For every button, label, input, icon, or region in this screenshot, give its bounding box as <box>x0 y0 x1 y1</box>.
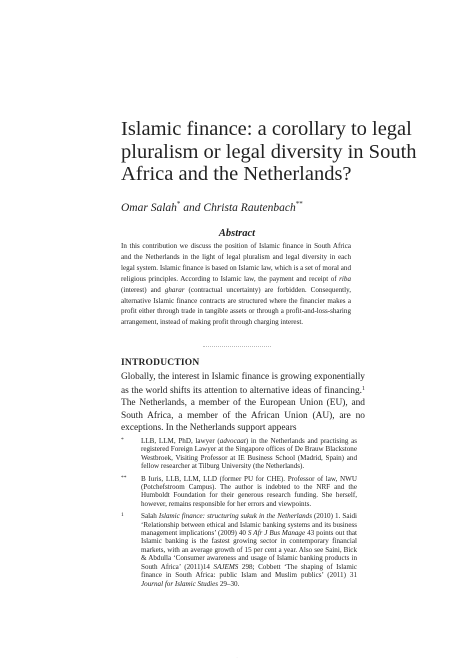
author-connector: and Christa Rautenbach <box>180 202 296 214</box>
authors-line <box>121 200 303 214</box>
introduction-body <box>121 371 365 434</box>
abstract-text-3: (contractual uncertainty) are forbidden. Consequently, alternative Islamic finance contracts are structured where the financier makes a profit either through trade in tangible assets or through a profit-and-loss-sharing arrangement, instead of making profit through charging interest. <box>121 285 351 327</box>
footnote-author-2 <box>121 475 357 509</box>
footnote-ref-1[interactable]: 1 <box>362 386 365 393</box>
footnote-italic-part: Journal for Islamic Studies <box>141 579 219 588</box>
footnote-text-part: 43 points out that Islamic banking is the fastest growing sector in contemporary financial markets, with an average growth of 15 per cent a year. Also see Saini, Bick & Abdulla ‘Consumer awareness and usage of Islamic banking products in South Africa’ (2011)14 <box>141 529 358 571</box>
footnote-mark: * <box>121 437 124 443</box>
introduction-heading: INTRODUCTION <box>121 358 200 368</box>
introduction-paragraph <box>121 371 365 434</box>
footnote-text-part: ) in the Netherlands and practising as registered Foreign Lawyer at the Singapore offices of De Brauw Blackstone Westbroek, Visiting Professor at IE Business School (Madrid, Spain) and fellow researcher at Tilburg University (the Netherlands). <box>141 437 357 471</box>
author-1-name: Omar Salah <box>121 202 177 214</box>
footnote-text <box>141 512 357 587</box>
abstract-term-riba: riba <box>339 274 351 283</box>
footnote-text-part: Salah <box>141 512 159 521</box>
footnote-mark: ** <box>121 474 127 481</box>
footnote-italic-part: Islamic finance: structuring sukuk in the Netherlands <box>158 512 312 521</box>
footnote-1 <box>121 512 357 588</box>
author-1-footnote-mark: * <box>176 200 181 208</box>
author-2-footnote-mark: ** <box>295 200 303 208</box>
footnote-author-1 <box>121 437 357 471</box>
abstract-text-1: In this contribution we discuss the position of Islamic finance in South Africa and the Netherlands in the light of legal pluralism and legal diversity in each legal system. Islamic finance is based on Islamic law, which is a set of moral and religious principles. According to Islamic law, the payment and receipt of <box>121 242 351 283</box>
footnote-text-part: 298; Cobbett ‘The shaping of Islamic finance in South Africa: public Islam and Muslim publics’ (2011) 31 <box>141 562 357 580</box>
footnote-text-part: 29–30. <box>218 579 240 588</box>
footnote-text-part: (2010) 1. Saidi ‘Relationship between ethical and Islamic banking systems and its business management implications’ (2009) 40 <box>141 512 358 538</box>
footnote-text-part: LLB, LLM, PhD, lawyer ( <box>141 437 220 445</box>
abstract-term-gharar: gharar <box>164 285 185 294</box>
footnote-italic-part: advocaat <box>219 437 246 445</box>
abstract-heading: Abstract <box>218 228 256 239</box>
abstract-text-2: (interest) and <box>121 285 165 294</box>
intro-text-2: The Netherlands, a member of the European Union (EU), and South Africa, a member of the African Union (AU), are no exceptions. In the Netherlands support appears <box>121 398 365 433</box>
abstract-body <box>121 241 351 328</box>
abstract-paragraph <box>121 241 351 328</box>
section-divider <box>203 346 271 347</box>
footnote-text: B Iuris, LLB, LLM, LLD (former PU for CHE). Professor of law, NWU (Potchefstroom Campus). The author is indebted to the NRF and the Humboldt Foundation for their generous research funding. She herself, however, remains responsible for her errors and viewpoints. <box>141 474 357 508</box>
paper-title: Islamic finance: a corollary to legal pluralism or legal diversity in South Africa and the Netherlands? <box>121 118 417 185</box>
page-bottom-mark: · <box>236 655 238 660</box>
footnote-italic-part: SAJEMS <box>213 562 239 571</box>
footnotes-section <box>121 437 357 592</box>
footnote-mark: 1 <box>121 512 124 519</box>
intro-text-1: Globally, the interest in Islamic finance is growing exponentially as the world shifts its attention to alternative ideas of financing. <box>121 372 365 397</box>
footnote-text <box>141 437 357 470</box>
footnote-italic-part: S Afr J Bus Manage <box>247 529 306 538</box>
